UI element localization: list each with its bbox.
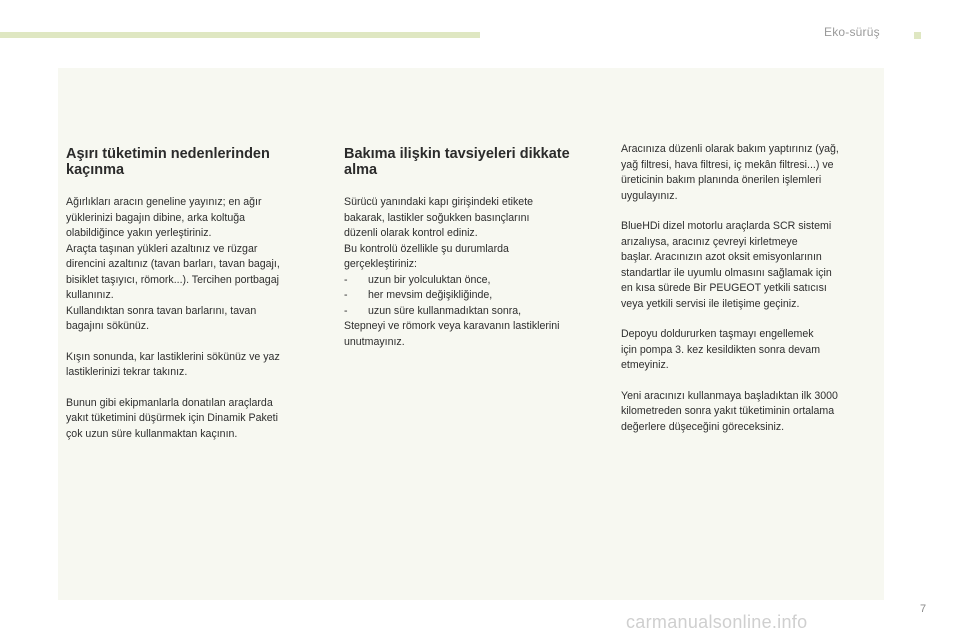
paragraph-load-distribution <box>66 195 328 335</box>
content-panel <box>58 68 884 600</box>
paragraph-winter-tyres <box>66 350 328 381</box>
text-line: Yeni aracınızı kullanmaya başladıktan ilk 3000 <box>621 389 838 402</box>
list-item <box>344 273 606 289</box>
text-line: en kısa sürede Bir PEUGEOT yetkili satıcısı <box>621 282 827 294</box>
text-line: lastiklerinizi tekrar takınız. <box>66 366 188 378</box>
text-line: bagajını sökünüz. <box>66 320 150 332</box>
paragraph-scr-system <box>621 219 881 312</box>
text-line: Bunun gibi ekipmanlarla donatılan araçlarda <box>66 396 273 409</box>
text-line: kullanınız. <box>66 289 114 301</box>
text-line: yakıt tüketimini düşürmek için Dinamik Paketi <box>66 412 278 424</box>
text-line: arızalıysa, aracınız çevreyi kirletmeye <box>621 235 798 248</box>
text-line: Sürücü yanındaki kapı girişindeki etikete <box>344 196 534 208</box>
text-line: gerçekleştiriniz: <box>344 258 418 270</box>
text-line: için pompa 3. kez kesildikten sonra devam <box>621 343 821 356</box>
list-item <box>344 288 606 304</box>
text-line: düzenli olarak kontrol ediniz. <box>344 227 478 239</box>
heading-line: Bakıma ilişkin tavsiyeleri dikkate <box>344 146 570 162</box>
paragraph-regular-service <box>621 142 881 204</box>
heading-line: Aşırı tüketimin nedenlerinden <box>66 146 270 162</box>
text-line: çok uzun süre kullanmaktan kaçının. <box>66 427 238 440</box>
section-title: Eko-sürüş <box>824 25 880 39</box>
text-line: değerlere düşeceğini göreceksiniz. <box>621 420 785 433</box>
list-item <box>344 304 606 320</box>
list-dash: - <box>344 304 348 317</box>
paragraph-tyre-pressure <box>344 195 606 350</box>
column-excess-consumption <box>66 146 328 457</box>
list-dash: - <box>344 273 348 286</box>
column-maintenance-details <box>621 142 881 450</box>
text-line: Bu kontrolü özellikle şu durumlarda <box>344 242 509 255</box>
text-line: bisiklet taşıyıcı, römork...). Tercihen portbagaj <box>66 273 279 286</box>
paragraph-dynamic-pack <box>66 396 328 443</box>
text-line: başlar. Aracınızın azot oksit emisyonlarının <box>621 251 822 263</box>
heading-line: alma <box>344 162 378 178</box>
text-line: bakarak, lastikler soğukken basınçlarını <box>344 211 530 224</box>
text-line: standartlar ile uyumlu olmasını sağlamak için <box>621 266 832 279</box>
paragraph-new-vehicle <box>621 389 881 436</box>
text-line: kilometreden sonra yakıt tüketiminin ortalama <box>621 405 835 417</box>
page-number: 7 <box>920 603 927 615</box>
text-line: direncini azaltınız (tavan barları, tavan bagajı, <box>66 258 280 270</box>
column-maintenance-advice <box>344 146 606 365</box>
watermark: carmanualsonline.info <box>626 612 808 632</box>
text-line: Depoyu doldururken taşmayı engellemek <box>621 328 814 340</box>
header-accent-square <box>914 32 921 39</box>
text-line: unutmayınız. <box>344 335 405 348</box>
text-line: Aracınıza düzenli olarak bakım yaptırınız (yağ, <box>621 143 839 155</box>
text-line: Stepneyi ve römork veya karavanın lastiklerini <box>344 320 560 332</box>
text-line: veya yetkili servisi ile iletişime geçiniz. <box>621 297 800 310</box>
list-item-text: uzun bir yolculuktan önce, <box>368 273 491 286</box>
header-accent-bar <box>0 32 480 38</box>
text-line: yağ filtresi, hava filtresi, iç mekân filtresi...) ve <box>621 158 834 171</box>
text-line: üreticinin bakım planında önerilen işlemleri <box>621 174 822 186</box>
text-line: Kullandıktan sonra tavan barlarını, tavan <box>66 304 257 317</box>
text-line: olabildiğince yakın yerleştiriniz. <box>66 227 212 239</box>
list-item-text: her mevsim değişikliğinde, <box>368 289 493 301</box>
heading-maintenance-advice <box>344 146 606 178</box>
text-line: BlueHDi dizel motorlu araçlarda SCR sistemi <box>621 220 832 232</box>
text-line: Ağırlıkları aracın geneline yayınız; en ağır <box>66 196 262 208</box>
text-line: Kışın sonunda, kar lastiklerini sökünüz ve yaz <box>66 350 280 363</box>
heading-excess-consumption <box>66 146 328 178</box>
list-item-text: uzun süre kullanmadıktan sonra, <box>368 304 522 317</box>
text-line: etmeyiniz. <box>621 359 669 371</box>
paragraph-refuelling <box>621 327 881 374</box>
heading-line: kaçınma <box>66 162 125 178</box>
text-line: Araçta taşınan yükleri azaltınız ve rüzgar <box>66 242 258 255</box>
text-line: uygulayınız. <box>621 189 678 202</box>
list-dash: - <box>344 289 348 301</box>
text-line: yüklerinizi bagajın dibine, arka koltuğa <box>66 211 246 224</box>
